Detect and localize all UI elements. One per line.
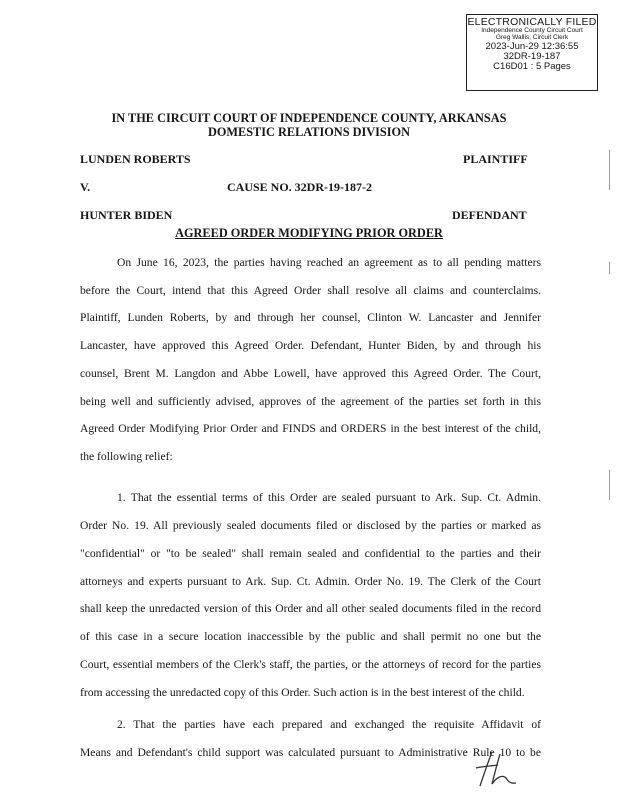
intro-line: On June 16, 2023, the parties having reached an agreement as to all pending matters	[117, 256, 541, 269]
versus-label: V.	[80, 180, 91, 194]
para1-line: 1. That the essential terms of this Order are sealed pursuant to Ark. Sup. Ct. Admin.	[117, 491, 541, 504]
court-name: IN THE CIRCUIT COURT OF INDEPENDENCE COUNTY, ARKANSAS	[111, 111, 507, 125]
stamp-clerk: Greg Wallis, Circuit Clerk	[495, 33, 569, 41]
scan-edge-mark	[609, 150, 610, 190]
intro-line: the following relief:	[80, 450, 173, 463]
para1-line: of this case in a secure location inaccessible by the public and shall permit no one but the	[80, 630, 541, 643]
intro-line: before the Court, intend that this Agreed Order shall resolve all claims and counterclaims.	[80, 284, 541, 297]
para1-line: Court, essential members of the Clerk's staff, the parties, or the attorneys of record for the parties	[80, 658, 541, 671]
stamp-court: Independence County Circuit Court	[481, 27, 583, 35]
para1-line: attorneys and experts pursuant to Ark. Sup. Ct. Admin. Order No. 19. The Clerk of the Court	[80, 575, 541, 588]
court-division: DOMESTIC RELATIONS DIVISION	[207, 125, 411, 139]
intro-line: Lancaster, have approved this Agreed Order. Defendant, Hunter Biden, by and through his	[80, 339, 541, 352]
cause-number: CAUSE NO. 32DR-19-187-2	[227, 180, 372, 194]
para1-line: shall keep the unredacted version of this Order and all other sealed documents filed in the record	[80, 602, 541, 615]
para1-line: Order No. 19. All previously sealed documents filed or disclosed by the parties or marked as	[80, 519, 541, 532]
scan-edge-mark	[609, 470, 610, 500]
document-title: AGREED ORDER MODIFYING PRIOR ORDER	[175, 226, 443, 240]
electronic-filing-stamp	[466, 14, 598, 91]
handwritten-initials	[470, 748, 520, 792]
defendant-label: DEFENDANT	[452, 208, 527, 222]
intro-line: Plaintiff, Lunden Roberts, by and through her counsel, Clinton W. Lancaster and Jennifer	[80, 311, 541, 324]
para2-line: 2. That the parties have each prepared and exchanged the requisite Affidavit of	[117, 718, 541, 731]
defendant-name: HUNTER BIDEN	[80, 208, 173, 222]
stamp-page-count: C16D01 : 5 Pages	[493, 60, 571, 72]
scan-edge-mark	[609, 262, 610, 274]
intro-line: Agreed Order Modifying Prior Order and FINDS and ORDERS in the best interest of the child,	[80, 422, 541, 435]
stamp-heading: ELECTRONICALLY FILED	[467, 16, 597, 28]
stamp-timestamp: 2023-Jun-29 12:36:55	[485, 40, 579, 52]
para2-line: Means and Defendant's child support was calculated pursuant to Administrative Rule 10 to be	[80, 746, 541, 759]
para1-line: "confidential" or "to be sealed" shall remain sealed and confidential to the parties and their	[80, 547, 541, 560]
intro-line: counsel, Brent M. Langdon and Abbe Lowell, have approved this Agreed Order. The Court,	[80, 367, 541, 380]
plaintiff-name: LUNDEN ROBERTS	[80, 152, 191, 166]
intro-line: being well and sufficiently advised, approves of the agreement of the parties set forth in this	[80, 395, 541, 408]
para1-line: from accessing the unredacted copy of this Order. Such action is in the best interest of the child.	[80, 686, 525, 699]
stamp-case-number: 32DR-19-187	[503, 50, 561, 62]
plaintiff-label: PLAINTIFF	[463, 152, 528, 166]
